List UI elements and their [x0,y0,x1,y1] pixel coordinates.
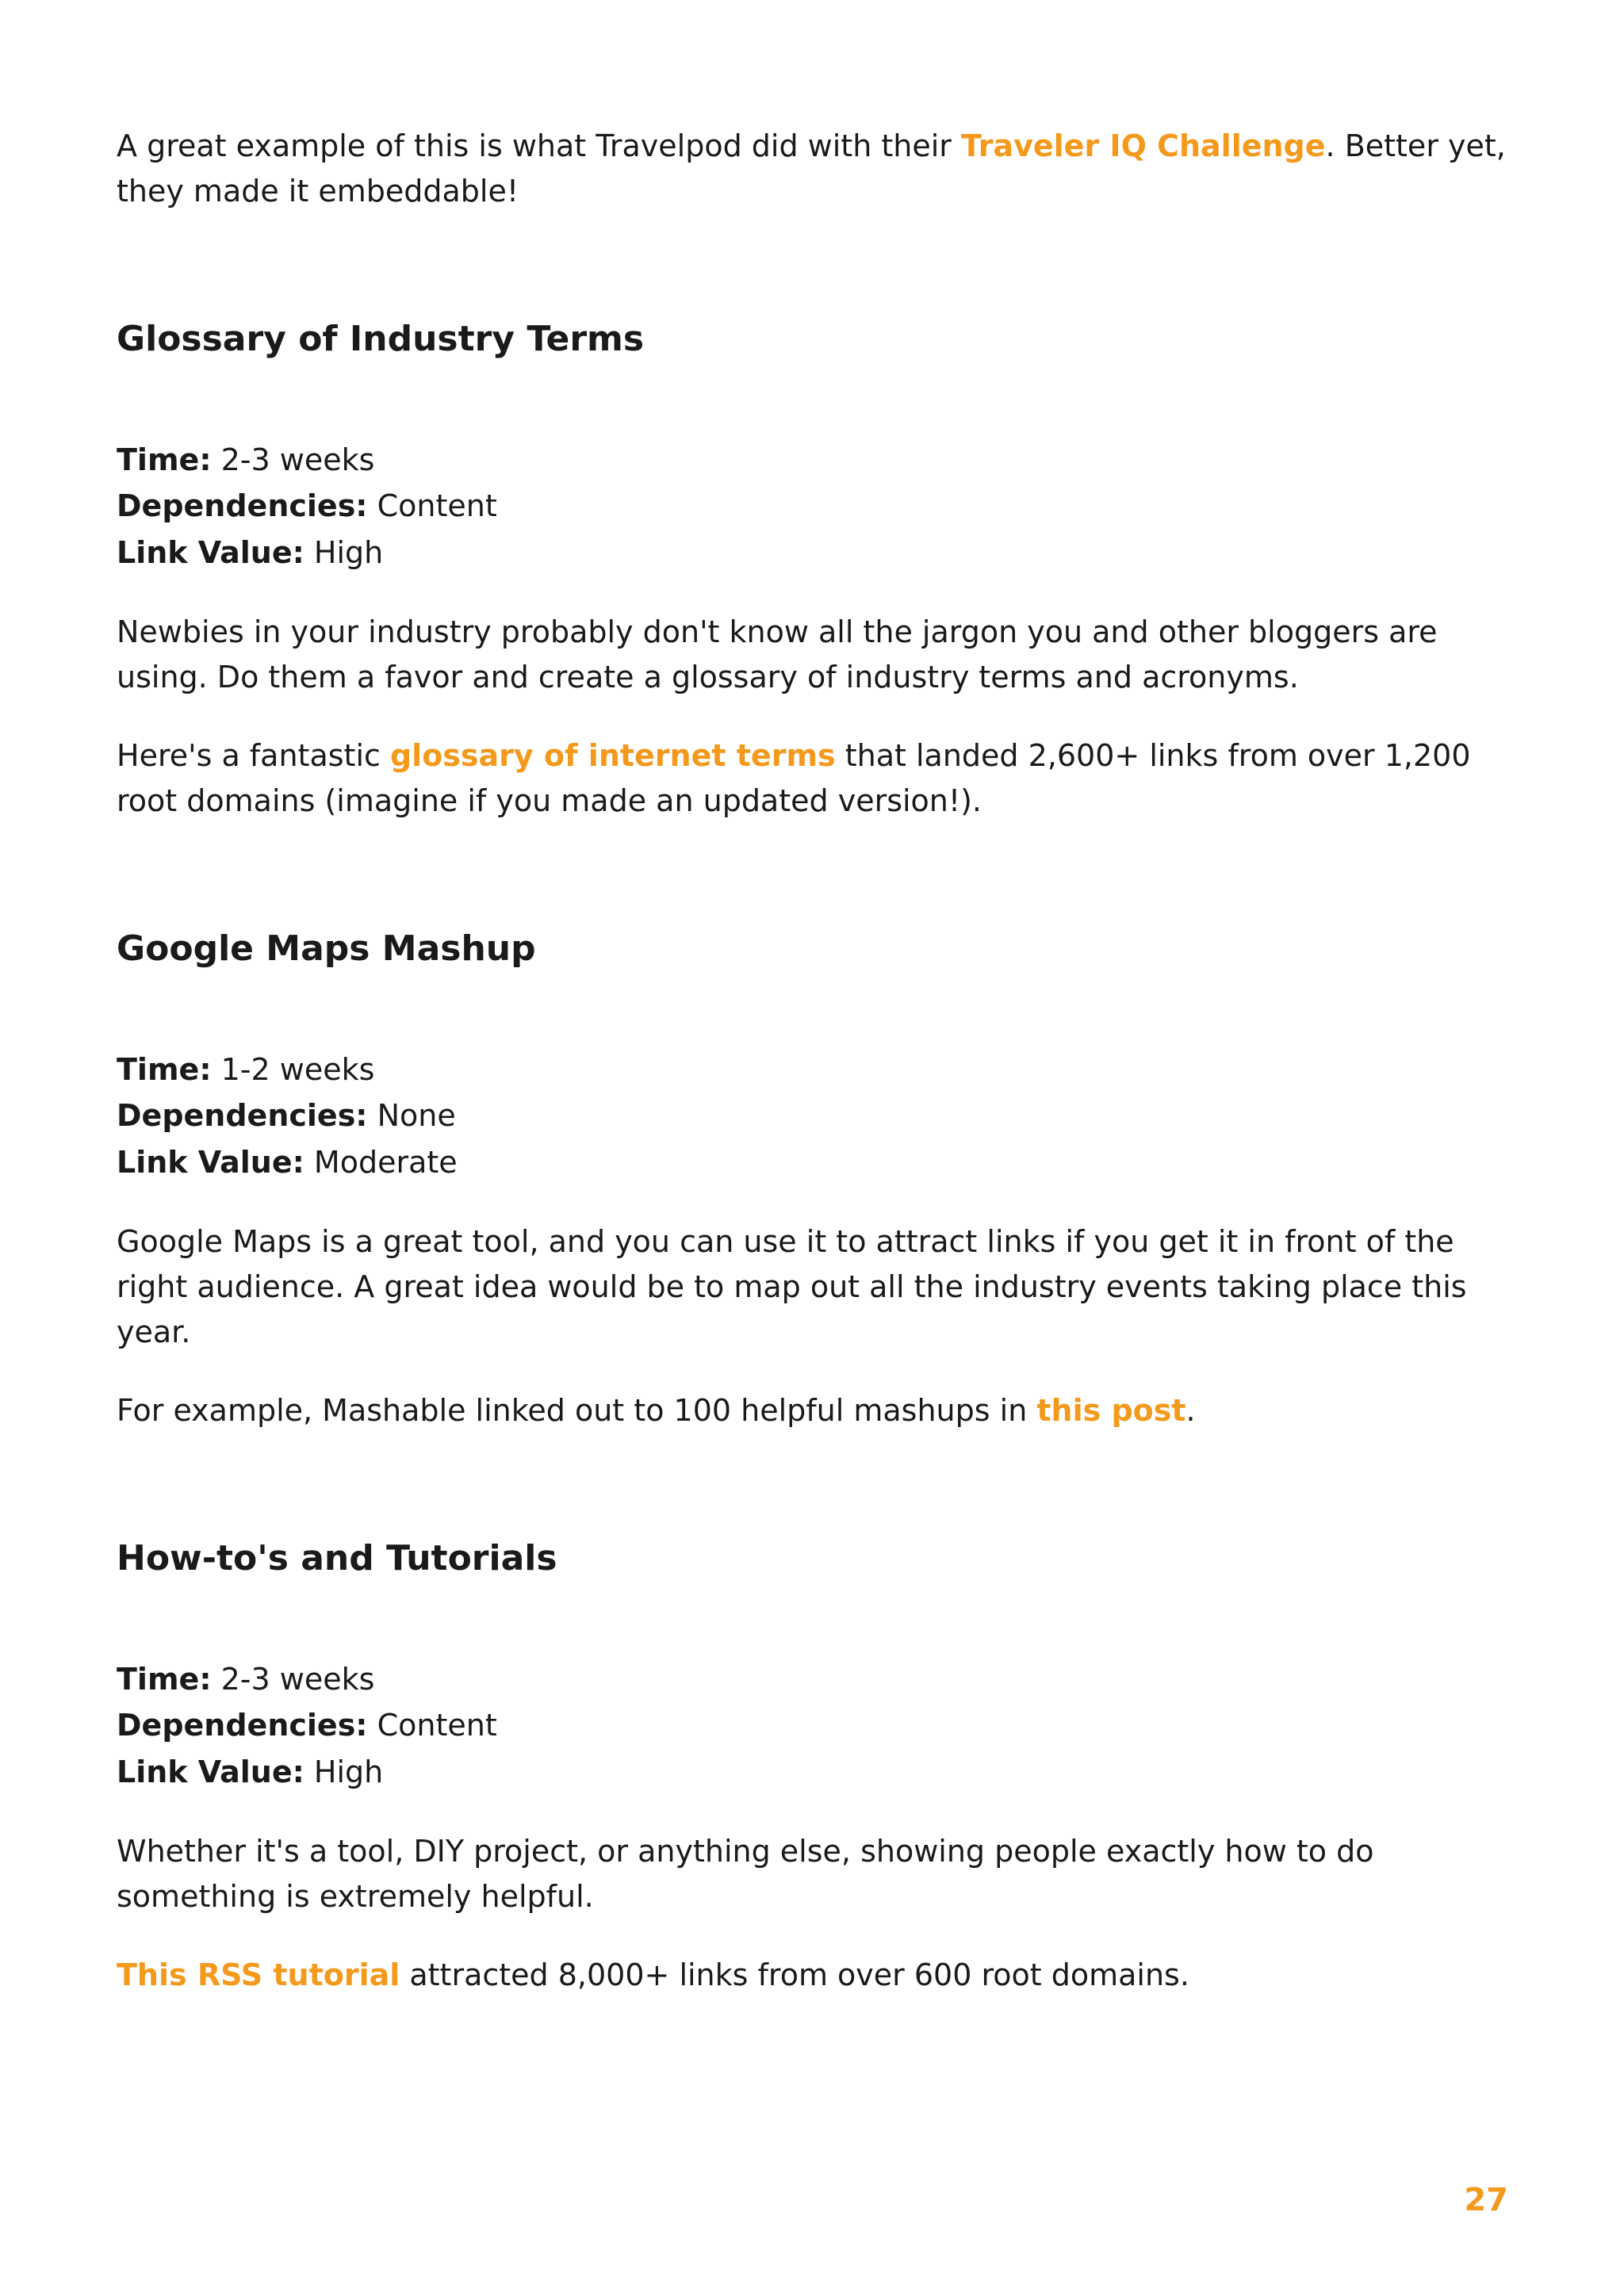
meta-time: Time: 2-3 weeks [117,1662,375,1697]
meta-dependencies: Dependencies: None [117,1098,456,1133]
meta-block-google-maps [117,1047,1512,1186]
traveler-iq-link[interactable]: Traveler IQ Challenge [960,128,1326,163]
meta-link-value: Link Value: Moderate [117,1145,458,1180]
intro-text-before: A great example of this is what Travelpod did with their [117,128,961,163]
howtos-paragraph-2: This RSS tutorial attracted 8,000+ links from over 600 root domains. [117,1957,1189,1992]
section-heading-glossary: Glossary of Industry Terms [117,319,645,359]
maps-paragraph-2: For example, Mashable linked out to 100 helpful mashups in this post. [117,1393,1196,1428]
meta-block-glossary [117,438,1512,576]
glossary-paragraph-1: Newbies in your industry probably don't know all the jargon you and other bloggers are using. Do them a favor and create a glossary of industry terms and acronyms. [117,614,1438,695]
this-post-link[interactable]: this post [1036,1393,1186,1428]
howtos-paragraph-1: Whether it's a tool, DIY project, or anything else, showing people exactly how to do something is extremely helpful. [117,1834,1374,1914]
maps-paragraph-1: Google Maps is a great tool, and you can use it to attract links if you get it in front of the right audience. A great idea would be to map out all the industry events taking place this year. [117,1224,1467,1349]
glossary-paragraph-2: Here's a fantastic glossary of internet terms that landed 2,600+ links from over 1,200 root domains (imagine if you made an updated version!). [117,738,1471,818]
page-number: 27 [1464,2182,1508,2218]
section-heading-howtos: How-to's and Tutorials [117,1538,557,1578]
meta-time: Time: 1-2 weeks [117,1052,375,1087]
intro-paragraph [117,124,1512,214]
section-heading-google-maps: Google Maps Mashup [117,928,536,969]
meta-link-value: Link Value: High [117,535,384,570]
glossary-internet-terms-link[interactable]: glossary of internet terms [389,738,836,773]
meta-link-value: Link Value: High [117,1755,384,1789]
rss-tutorial-link[interactable]: This RSS tutorial [117,1957,400,1992]
meta-time: Time: 2-3 weeks [117,442,375,477]
meta-dependencies: Dependencies: Content [117,1708,497,1743]
intro-text-after: . Better yet, they made it embeddable! [117,128,1506,209]
meta-block-howtos [117,1657,1512,1796]
meta-dependencies: Dependencies: Content [117,488,497,523]
page-content [117,124,1512,1998]
